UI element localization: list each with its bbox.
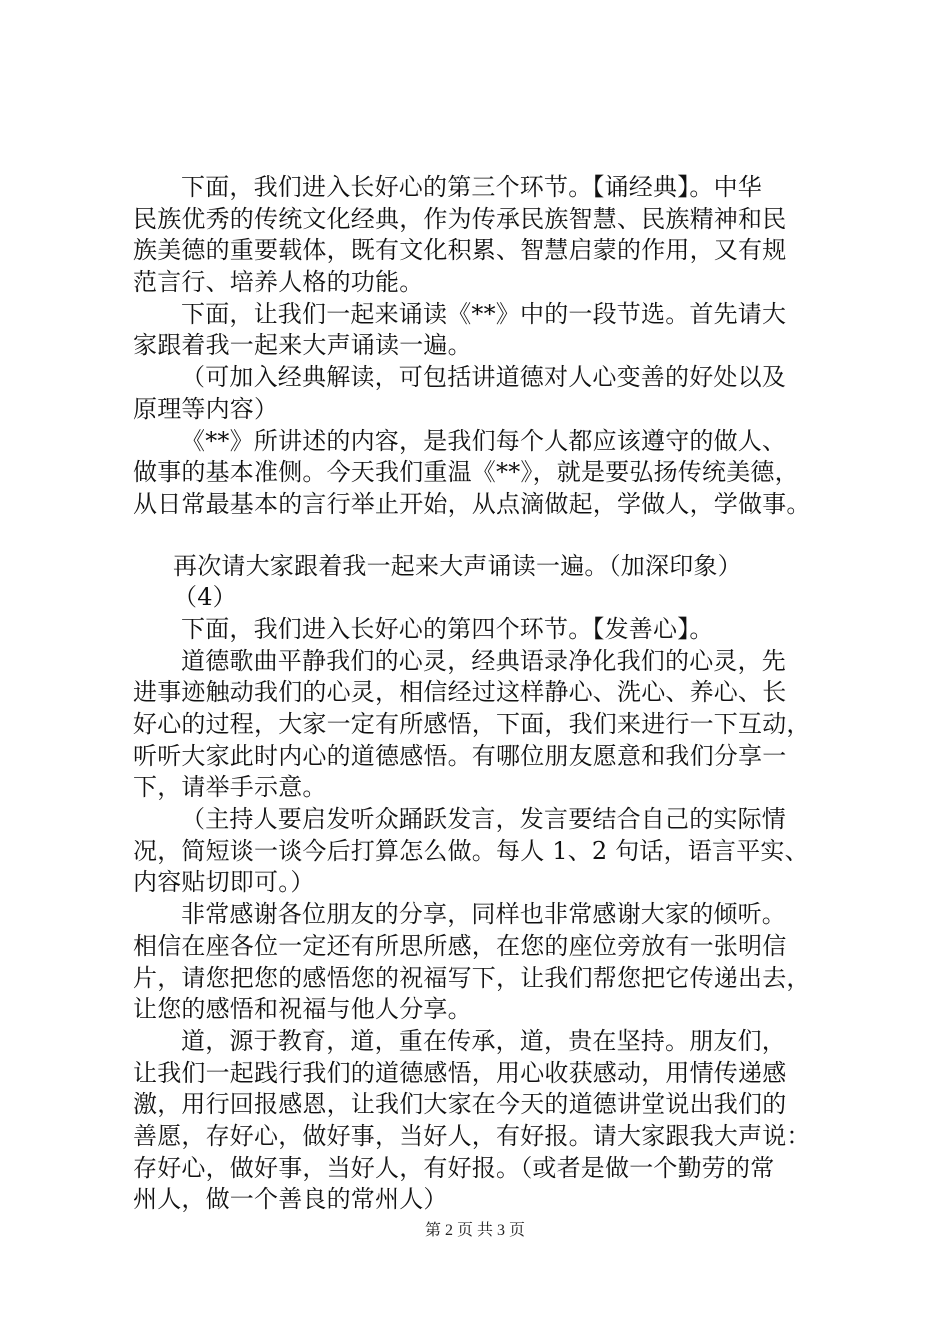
text-line: 道德歌曲平静我们的心灵，经典语录净化我们的心灵，先 [181, 646, 786, 675]
text-line: 让您的感悟和祝福与他人分享。 [133, 995, 472, 1024]
text-line: 好心的过程，大家一定有所感悟，下面，我们来进行一下互动， [133, 710, 811, 738]
text-line: 让我们一起践行我们的道德感悟，用心收获感动，用情传递感 [133, 1058, 787, 1087]
text-line: （可加入经典解读，可包括讲道德对人心变善的好处以及 [181, 363, 786, 392]
text-line: 族美德的重要载体，既有文化积累、智慧启蒙的作用，又有规 [133, 236, 787, 265]
page-footer: 第 2 页 共 3 页 [424, 1222, 525, 1239]
text-line: 范言行、培养人格的功能。 [133, 268, 424, 297]
text-line: 内容贴切即可。） [133, 868, 315, 897]
text-line: 进事迹触动我们的心灵，相信经过这样静心、洗心、养心、长 [133, 678, 787, 707]
text-line: 道，源于教育，道，重在传承，道，贵在坚持。朋友们， [181, 1026, 786, 1055]
text-line: 下，请举手示意。 [133, 773, 327, 802]
text-line: 片，请您把您的感悟您的祝福写下，让我们帮您把它传递出去， [133, 963, 811, 992]
text-line: 下面，我们进入长好心的第三个环节。【诵经典】。中华 [181, 173, 762, 201]
text-line: 况，简短谈一谈今后打算怎么做。每人 1、2 句话，语言平实、 [133, 836, 809, 865]
text-line: 下面，我们进入长好心的第四个环节。【发善心】。 [181, 614, 714, 643]
text-line: 家跟着我一起来大声诵读一遍。 [133, 331, 472, 360]
text-line: 做事的基本准侧。今天我们重温《**》，就是要弘扬传统美德， [133, 458, 799, 487]
text-line: （4） [173, 583, 237, 612]
text-line: 再次请大家跟着我一起来大声诵读一遍。（加深印象） [173, 551, 742, 580]
text-line: 州人，做一个善良的常州人） [133, 1185, 448, 1214]
text-line: 从日常最基本的言行举止开始，从点滴做起，学做人，学做事。 [133, 489, 811, 518]
text-line: 非常感谢各位朋友的分享，同样也非常感谢大家的倾听。 [181, 900, 786, 929]
text-line: 听听大家此时内心的道德感悟。有哪位朋友愿意和我们分享一 [133, 741, 787, 770]
document-body [133, 172, 833, 1216]
text-line: 民族优秀的传统文化经典，作为传承民族智慧、民族精神和民 [133, 204, 787, 233]
text-line: 激，用行回报感恩，让我们大家在今天的道德讲堂说出我们的 [133, 1090, 787, 1119]
text-line: 《**》所讲述的内容，是我们每个人都应该遵守的做人、 [181, 426, 787, 455]
text-line: 原理等内容） [133, 394, 279, 423]
text-line: 存好心，做好事，当好人，有好报。（或者是做一个勤劳的常 [133, 1153, 775, 1182]
text-line: （主持人要启发听众踊跃发言，发言要结合自己的实际情 [181, 805, 786, 834]
text-line: 善愿，存好心，做好事，当好人，有好报。请大家跟我大声说： [133, 1121, 811, 1150]
text-line: 相信在座各位一定还有所思所感，在您的座位旁放有一张明信 [133, 931, 787, 960]
text-line: 下面，让我们一起来诵读《**》中的一段节选。首先请大 [181, 299, 787, 328]
paragraph-gap [133, 521, 833, 551]
